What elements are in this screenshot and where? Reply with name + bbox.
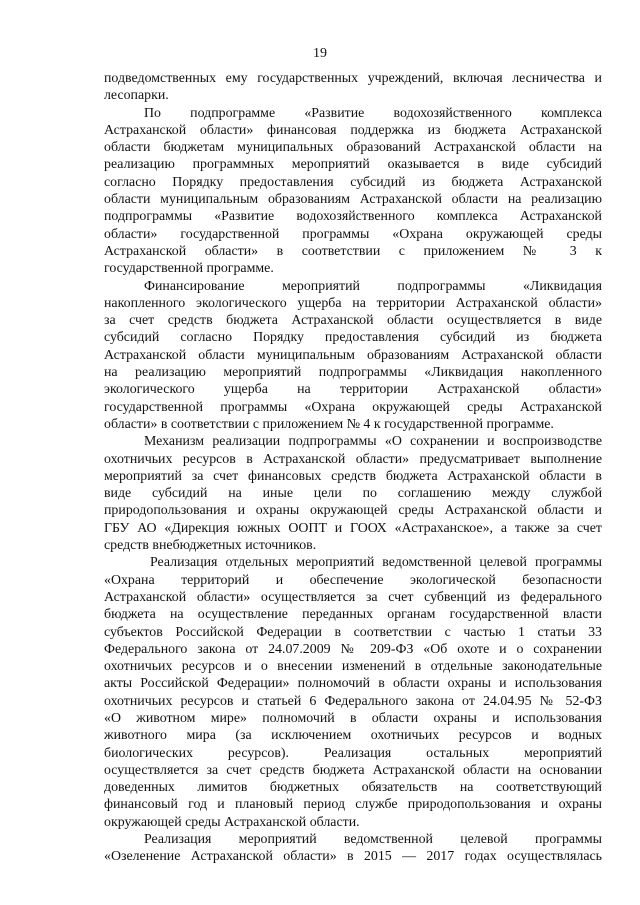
text-line: Финансирование мероприятий подпрограммы «Ликвидация bbox=[144, 278, 602, 294]
page-number: 19 bbox=[313, 46, 327, 61]
text-line: субъектов Российской Федерации в соответствии с частью 1 статьи 33 bbox=[104, 624, 602, 640]
text-line: «О животном мире» полномочий в области охраны и использования bbox=[104, 710, 602, 726]
text-line: «Охрана территорий и обеспечение экологической безопасности bbox=[104, 572, 602, 588]
text-line: животного мира (за исключением охотничьих ресурсов и водных bbox=[104, 728, 602, 744]
text-line: на реализацию мероприятий подпрограммы «Ликвидация накопленного bbox=[104, 365, 602, 381]
text-line: Астраханской области» финансовая поддержка из бюджета Астраханской bbox=[104, 122, 602, 138]
text-line: доведенных лимитов бюджетных обязательств на соответствующий bbox=[104, 780, 602, 796]
text-line: реализацию программных мероприятий оказывается в виде субсидий bbox=[104, 157, 602, 173]
text-line: охотничьих ресурсов и статьей 6 Федерального закона от 24.04.95 № 52-ФЗ bbox=[104, 693, 602, 709]
text-line: области бюджетам муниципальных образований Астраханской области на bbox=[104, 140, 602, 156]
text-line: природопользования и охраны окружающей среды Астраханской области и bbox=[104, 503, 602, 519]
text-line: государственной программы «Охрана окружающей среды Астраханской bbox=[104, 399, 602, 415]
text-line: бюджета на осуществление переданных органам государственной власти bbox=[104, 607, 602, 623]
text-line: за счет средств бюджета Астраханской области осуществляется в виде bbox=[104, 313, 602, 329]
text-line: виде субсидий на иные цели по соглашению между службой bbox=[104, 486, 602, 502]
text-line: Реализация отдельных мероприятий ведомственной целевой программы bbox=[150, 555, 602, 571]
text-line: накопленного экологического ущерба на территории Астраханской области» bbox=[104, 295, 602, 311]
text-line: Реализация мероприятий ведомственной целевой программы bbox=[144, 832, 602, 848]
text-line: экологического ущерба на территории Астраханской области» bbox=[104, 382, 602, 398]
text-line: биологических ресурсов). Реализация остальных мероприятий bbox=[104, 745, 602, 761]
text-line: Астраханской области муниципальным образованиям Астраханской области bbox=[104, 347, 602, 363]
text-line: согласно Порядку предоставления субсидий из бюджета Астраханской bbox=[104, 174, 602, 190]
text-line: Механизм реализации подпрограммы «О сохранении и воспроизводстве bbox=[144, 434, 602, 450]
text-line: лесопарки. bbox=[104, 88, 169, 104]
text-line: ГБУ АО «Дирекция южных ООПТ и ГООХ «Астраханское», а также за счет bbox=[104, 520, 602, 536]
text-line: осуществляется за счет средств бюджета Астраханской области на основании bbox=[104, 762, 602, 778]
text-line: области» государственной программы «Охрана окружающей среды bbox=[104, 226, 602, 242]
text-line: подпрограммы «Развитие водохозяйственного комплекса Астраханской bbox=[104, 209, 602, 225]
text-line: Федерального закона от 24.07.2009 № 209-ФЗ «Об охоте и о сохранении bbox=[104, 641, 602, 657]
text-line: государственной программе. bbox=[104, 261, 274, 277]
text-line: Астраханской области» осуществляется за счет субвенций из федерального bbox=[104, 589, 602, 605]
text-line: акты Российской Федерации» полномочий в области охраны и использования bbox=[104, 676, 602, 692]
text-line: области муниципальным образованиям Астраханской области на реализацию bbox=[104, 192, 602, 208]
text-line: мероприятий за счет финансовых средств бюджета Астраханской области в bbox=[104, 468, 602, 484]
text-line: финансовый год и плановый период службе природопользования и охраны bbox=[104, 797, 602, 813]
document-body-text bbox=[104, 70, 602, 866]
text-line: Астраханской области» в соответствии с приложением № 3 к bbox=[104, 243, 602, 259]
text-line: средств внебюджетных источников. bbox=[104, 538, 317, 554]
text-line: По подпрограмме «Развитие водохозяйственного комплекса bbox=[144, 105, 602, 121]
text-line: охотничьих ресурсов в Астраханской области» предусматривает выполнение bbox=[104, 451, 602, 467]
text-line: субсидий согласно Порядку предоставления субсидий из бюджета bbox=[104, 330, 602, 346]
text-line: охотничьих ресурсов и о внесении изменений в отдельные законодательные bbox=[104, 659, 602, 675]
text-line: окружающей среды Астраханской области. bbox=[104, 814, 360, 830]
text-line: «Озеленение Астраханской области» в 2015 — 2017 годах осуществлялась bbox=[104, 849, 602, 865]
text-line: области» в соответствии с приложением № 4 к государственной программе. bbox=[104, 416, 554, 432]
text-line: подведомственных ему государственных учреждений, включая лесничества и bbox=[104, 71, 602, 86]
